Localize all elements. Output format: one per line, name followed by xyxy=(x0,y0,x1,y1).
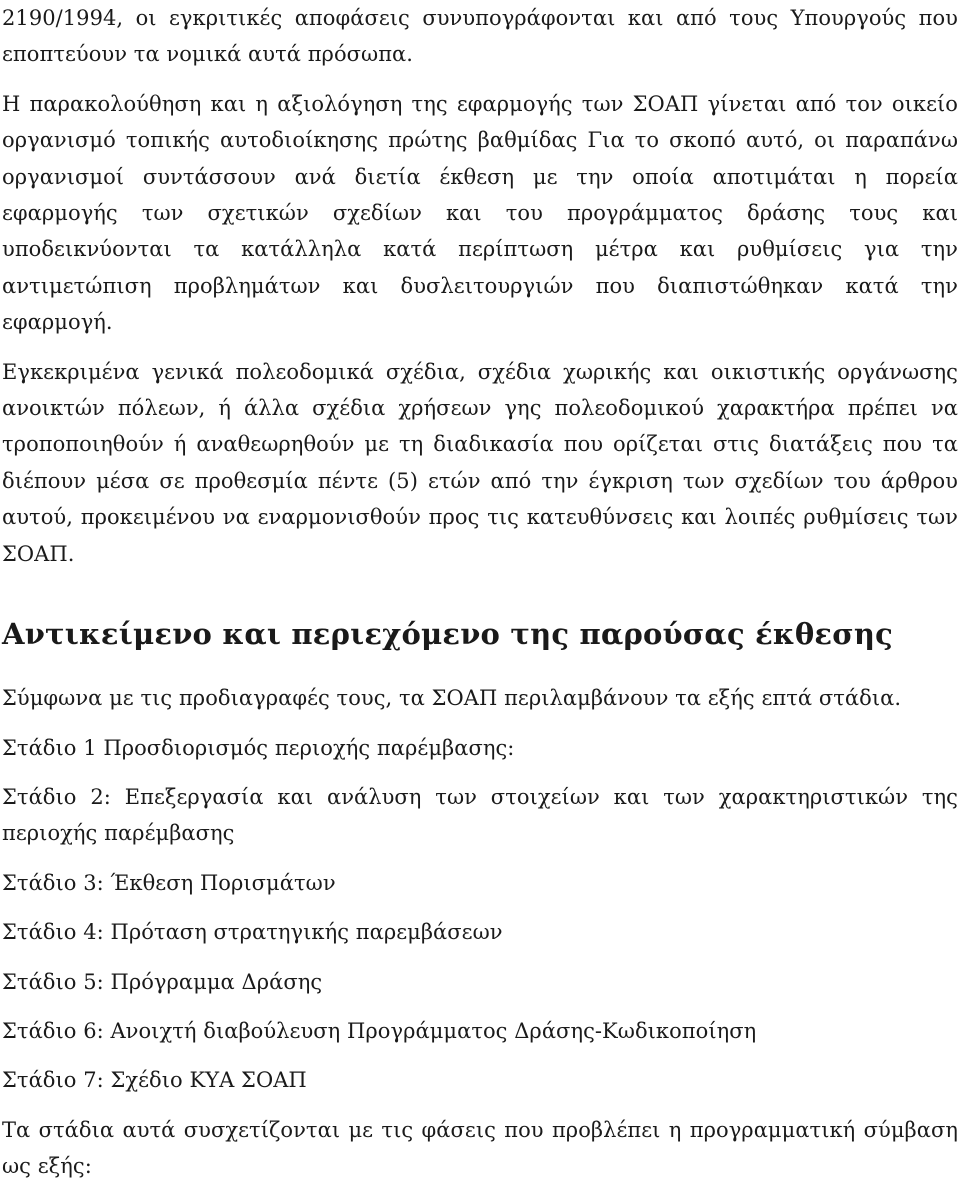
paragraph-intro: Σύμφωνα με τις προδιαγραφές τους, τα ΣΟΑΠ περιλαμβάνουν τα εξής επτά στάδια. xyxy=(2,686,902,711)
paragraph-continuation: 2190/1994, οι εγκριτικές αποφάσεις συνυπογράφονται και από τους Υπουργούς που εποπτεύουν τα νομικά αυτά πρόσωπα. xyxy=(2,6,958,67)
stage-item: Στάδιο 1 Προσδιορισμός περιοχής παρέμβασης: xyxy=(2,735,515,760)
paragraph-monitoring: Η παρακολούθηση και η αξιολόγηση της εφαρμογής των ΣΟΑΠ γίνεται από τον οικείο οργανισμό τοπικής αυτοδιοίκησης πρώτης βαθμίδας Για το σκοπό αυτό, οι παραπάνω οργανισμοί συντάσσουν ανά διετία έκθεση με την οποία αποτιμάται η πορεία εφαρμογής των σχετικών σχεδίων και του προγράμματος δράσης τους και υποδεικνύονται τα κατάλληλα κατά περίπτωση μέτρα και ρυθμίσεις για την αντιμετώπιση προβλημάτων και δυσλειτουργιών που διαπιστώθηκαν κατά την εφαρμογή. xyxy=(2,91,958,335)
stage-item: Στάδιο 5: Πρόγραμμα Δράσης xyxy=(2,969,323,994)
stage-item: Στάδιο 6: Ανοιχτή διαβούλευση Προγράμματος Δράσης-Κωδικοποίηση xyxy=(2,1018,757,1043)
stage-item: Στάδιο 4: Πρόταση στρατηγικής παρεμβάσεων xyxy=(2,920,503,945)
stage-item: Στάδιο 3: Έκθεση Πορισμάτων xyxy=(2,870,336,895)
stage-item: Στάδιο 7: Σχέδιο ΚΥΑ ΣΟΑΠ xyxy=(2,1068,307,1093)
stage-list xyxy=(2,730,958,1099)
section-heading: Αντικείμενο και περιεχόμενο της παρούσας έκθεσης xyxy=(2,617,893,652)
paragraph-approved-plans: Εγκεκριμένα γενικά πολεοδομικά σχέδια, σχέδια χωρικής και οικιστικής οργάνωσης ανοικτών πόλεων, ή άλλα σχέδια χρήσεων γης πολεοδομικού χαρακτήρα πρέπει να τροποποιηθούν ή αναθεωρηθούν με τη διαδικασία που ορίζεται στις διατάξεις που τα διέπουν μέσα σε προθεσμία πέντε (5) ετών από την έγκριση των σχεδίων του άρθρου αυτού, προκειμένου να εναρμονισθούν προς τις κατευθύνσεις και λοιπές ρυθμίσεις των ΣΟΑΠ. xyxy=(2,359,958,566)
paragraph-closing: Τα στάδια αυτά συσχετίζονται με τις φάσεις που προβλέπει η προγραμματική σύμβαση ως εξής: xyxy=(2,1117,958,1179)
stage-item: Στάδιο 2: Επεξεργασία και ανάλυση των στοιχείων και των χαρακτηριστικών της περιοχής παρέμβασης xyxy=(2,784,958,846)
